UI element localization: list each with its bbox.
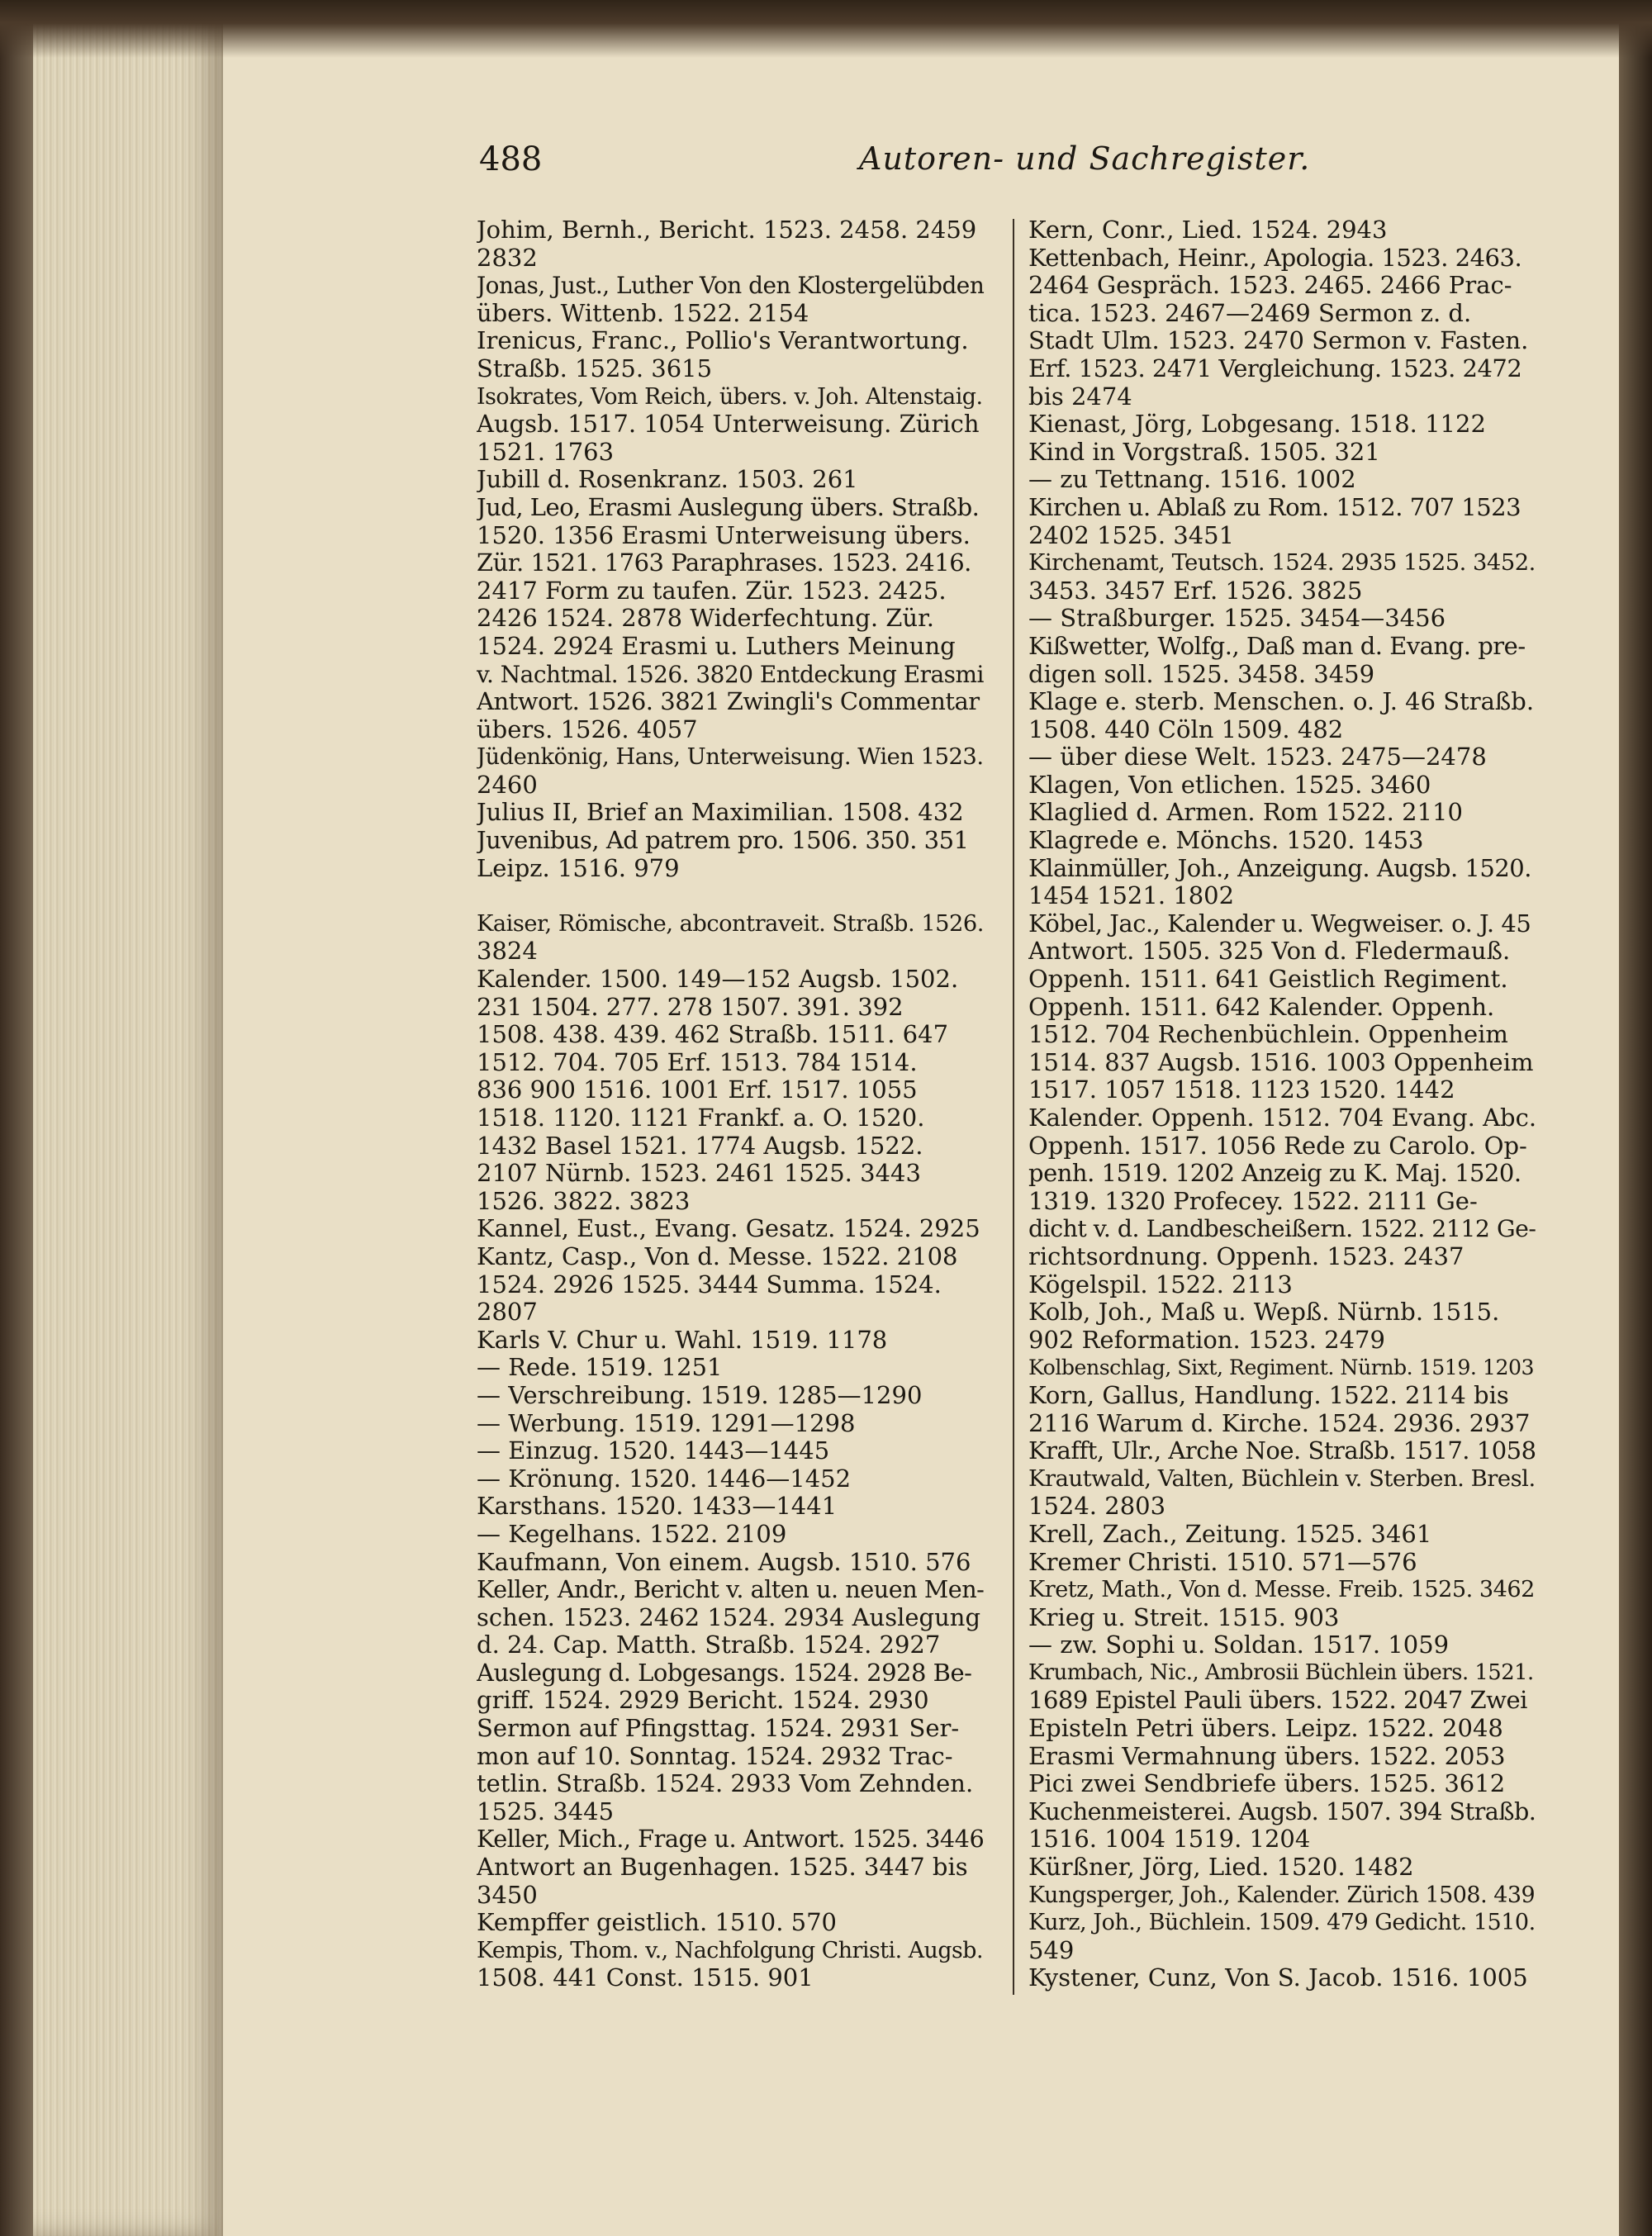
index-entry-line: Kretz, Math., Von d. Messe. Freib. 1525. 3462: [1028, 1577, 1535, 1603]
index-entry-line: Kißwetter, Wolfg., Daß man d. Evang. pre-: [1028, 632, 1526, 660]
index-entry-line: Pici zwei Sendbriefe übers. 1525. 3612: [1028, 1770, 1506, 1798]
index-entry-line: Karsthans. 1520. 1433—1441: [477, 1493, 838, 1521]
column-divider: [1013, 219, 1014, 1995]
index-entry-line: Krell, Zach., Zeitung. 1525. 3461: [1028, 1520, 1432, 1548]
index-entry-line: Kempis, Thom. v., Nachfolgung Christi. Augsb.: [477, 1937, 984, 1963]
index-entry-line: Kirchen u. Ablaß zu Rom. 1512. 707 1523: [1028, 493, 1521, 521]
index-entry-line: Kolbenschlag, Sixt, Regiment. Nürnb. 1519. 1203: [1028, 1355, 1535, 1380]
index-entry-line: 1521. 1763: [477, 438, 615, 466]
index-entry-line: Kind in Vorgstraß. 1505. 321: [1028, 438, 1380, 466]
index-entry-line: Irenicus, Franc., Pollio's Verantwortung.: [477, 327, 969, 355]
index-entry-line: 1454 1521. 1802: [1028, 882, 1235, 910]
index-entry-line: 2460: [477, 771, 538, 799]
index-entry-line: 1514. 837 Augsb. 1516. 1003 Oppenheim: [1028, 1048, 1534, 1076]
index-entry-line: Krumbach, Nic., Ambrosii Büchlein übers. 1521.: [1028, 1659, 1534, 1685]
index-entry-line: Kungsperger, Joh., Kalender. Zürich 1508. 439: [1028, 1882, 1536, 1908]
index-entry-line: 902 Reformation. 1523. 2479: [1028, 1326, 1385, 1354]
index-entry-line: — Rede. 1519. 1251: [477, 1354, 723, 1382]
index-entry-line: Straßb. 1525. 3615: [477, 354, 713, 382]
index-entry-line: 1319. 1320 Profecey. 1522. 2111 Ge-: [1028, 1187, 1478, 1215]
index-entry-line: schen. 1523. 2462 1524. 2934 Auslegung: [477, 1603, 981, 1631]
index-entry-line: Erf. 1523. 2471 Vergleichung. 1523. 2472: [1028, 354, 1522, 382]
index-entry-line: penh. 1519. 1202 Anzeig zu K. Maj. 1520.: [1028, 1160, 1521, 1188]
index-entry-line: 1432 Basel 1521. 1774 Augsb. 1522.: [477, 1132, 923, 1160]
index-entry-line: — Einzug. 1520. 1443—1445: [477, 1437, 830, 1465]
index-entry-line: d. 24. Cap. Matth. Straßb. 1524. 2927: [477, 1631, 941, 1659]
index-entry-line: 2832: [477, 244, 538, 272]
book-cover-edge: [0, 0, 33, 2236]
index-entry-line: 2426 1524. 2878 Widerfechtung. Zür.: [477, 605, 934, 633]
index-entry-line: Kempffer geistlich. 1510. 570: [477, 1909, 837, 1937]
index-entry-line: Klagen, Von etlichen. 1525. 3460: [1028, 771, 1431, 799]
index-entry-line: 3824: [477, 938, 538, 966]
index-entry-line: Episteln Petri übers. Leipz. 1522. 2048: [1028, 1715, 1503, 1743]
index-entry-line: Keller, Andr., Bericht v. alten u. neuen Men-: [477, 1576, 985, 1604]
index-entry-line: Auslegung d. Lobgesangs. 1524. 2928 Be-: [477, 1659, 972, 1687]
index-entry-line: Sermon auf Pfingsttag. 1524. 2931 Ser-: [477, 1715, 960, 1743]
index-entry-line: Kürßner, Jörg, Lied. 1520. 1482: [1028, 1854, 1414, 1882]
index-entry-line: 1689 Epistel Pauli übers. 1522. 2047 Zwei: [1028, 1687, 1527, 1715]
index-entry-line: Kalender. 1500. 149—152 Augsb. 1502.: [477, 966, 959, 994]
index-entry-line: übers. 1526. 4057: [477, 715, 698, 743]
index-entry-line: Krafft, Ulr., Arche Noe. Straßb. 1517. 1058: [1028, 1437, 1536, 1465]
index-entry-line: 3453. 3457 Erf. 1526. 3825: [1028, 577, 1363, 605]
index-entry-line: Krautwald, Valten, Büchlein v. Sterben. Bresl.: [1028, 1465, 1536, 1492]
index-entry-line: 1516. 1004 1519. 1204: [1028, 1825, 1311, 1854]
index-entry-line: Kögelspil. 1522. 2113: [1028, 1270, 1293, 1298]
index-entry-line: Oppenh. 1511. 641 Geistlich Regiment.: [1028, 966, 1508, 994]
index-entry-line: — Werbung. 1519. 1291—1298: [477, 1409, 856, 1437]
page-number: 488: [479, 140, 543, 178]
index-entry-line: 1508. 441 Const. 1515. 901: [477, 1964, 814, 1992]
index-entry-line: Korn, Gallus, Handlung. 1522. 2114 bis: [1028, 1381, 1509, 1409]
index-entry-line: Keller, Mich., Frage u. Antwort. 1525. 3446: [477, 1825, 985, 1854]
index-entry-line: tica. 1523. 2467—2469 Sermon z. d.: [1028, 299, 1472, 327]
index-entry-line: Köbel, Jac., Kalender u. Wegweiser. o. J. 45: [1028, 909, 1531, 938]
index-entry-line: 1524. 2926 1525. 3444 Summa. 1524.: [477, 1270, 942, 1298]
index-entry-line: Antwort. 1505. 325 Von d. Fledermauß.: [1028, 938, 1511, 966]
index-entry-line: Klaglied d. Armen. Rom 1522. 2110: [1028, 799, 1463, 827]
index-entry-line: Karls V. Chur u. Wahl. 1519. 1178: [477, 1326, 888, 1354]
index-entry-line: Zür. 1521. 1763 Paraphrases. 1523. 2416.: [477, 549, 971, 577]
index-entry-line: 1508. 440 Cöln 1509. 482: [1028, 715, 1344, 743]
index-entry-line: — Straßburger. 1525. 3454—3456: [1028, 605, 1446, 633]
index-entry-line: — Kegelhans. 1522. 2109: [477, 1520, 787, 1548]
index-entry-line: 1512. 704 Rechenbüchlein. Oppenheim: [1028, 1021, 1508, 1049]
index-entry-line: 2464 Gespräch. 1523. 2465. 2466 Prac-: [1028, 272, 1512, 300]
index-entry-line: 231 1504. 277. 278 1507. 391. 392: [477, 993, 904, 1021]
index-column-right: [1028, 216, 1536, 2149]
index-entry-line: [477, 882, 985, 910]
index-entry-line: — Krönung. 1520. 1446—1452: [477, 1465, 852, 1493]
index-entry-line: Klagrede e. Mönchs. 1520. 1453: [1028, 827, 1424, 855]
index-entry-line: Isokrates, Vom Reich, übers. v. Joh. Altenstaig.: [477, 383, 983, 410]
book-gutter: [1619, 0, 1652, 2236]
index-entry-line: Kolb, Joh., Maß u. Wepß. Nürnb. 1515.: [1028, 1298, 1500, 1327]
index-entry-line: — über diese Welt. 1523. 2475—2478: [1028, 743, 1487, 771]
index-entry-line: — zw. Sophi u. Soldan. 1517. 1059: [1028, 1631, 1450, 1659]
running-head: Autoren- und Sachregister.: [859, 140, 1311, 177]
index-entry-line: 1517. 1057 1518. 1123 1520. 1442: [1028, 1076, 1455, 1104]
index-column-left: [477, 216, 985, 2149]
index-entry-line: Kurz, Joh., Büchlein. 1509. 479 Gedicht. 1510.: [1028, 1910, 1536, 1936]
index-entry-line: Leipz. 1516. 979: [477, 854, 680, 882]
index-entry-line: Antwort an Bugenhagen. 1525. 3447 bis: [477, 1854, 968, 1882]
index-entry-line: Kalender. Oppenh. 1512. 704 Evang. Abc.: [1028, 1104, 1536, 1132]
index-entry-line: 2107 Nürnb. 1523. 2461 1525. 3443: [477, 1160, 921, 1188]
index-entry-line: 2116 Warum d. Kirche. 1524. 2936. 2937: [1028, 1409, 1531, 1437]
index-entry-line: Jüdenkönig, Hans, Unterweisung. Wien 1523.: [477, 744, 984, 771]
index-entry-line: 1508. 438. 439. 462 Straßb. 1511. 647: [477, 1021, 949, 1049]
index-entry-line: Klainmüller, Joh., Anzeigung. Augsb. 1520.: [1028, 854, 1531, 882]
index-entry-line: 1512. 704. 705 Erf. 1513. 784 1514.: [477, 1048, 918, 1076]
index-entry-line: 549: [1028, 1936, 1075, 1964]
index-entry-line: digen soll. 1525. 3458. 3459: [1028, 660, 1375, 688]
index-entry-line: 1525. 3445: [477, 1797, 615, 1825]
index-entry-line: Jud, Leo, Erasmi Auslegung übers. Straßb.: [477, 493, 980, 521]
index-entry-line: bis 2474: [1028, 382, 1132, 411]
index-entry-line: Augsb. 1517. 1054 Unterweisung. Zürich: [477, 411, 980, 439]
index-entry-line: Jubill d. Rosenkranz. 1503. 261: [477, 466, 858, 494]
index-entry-line: Kienast, Jörg, Lobgesang. 1518. 1122: [1028, 411, 1486, 439]
index-entry-line: Kern, Conr., Lied. 1524. 2943: [1028, 216, 1388, 244]
index-entry-line: Kettenbach, Heinr., Apologia. 1523. 2463.: [1028, 244, 1522, 272]
index-entry-line: Jonas, Just., Luther Von den Klostergelübden: [477, 272, 985, 300]
index-entry-line: 1524. 2803: [1028, 1493, 1166, 1521]
index-entry-line: Oppenh. 1517. 1056 Rede zu Carolo. Op-: [1028, 1132, 1527, 1160]
index-entry-line: Kantz, Casp., Von d. Messe. 1522. 2108: [477, 1242, 958, 1270]
index-entry-line: richtsordnung. Oppenh. 1523. 2437: [1028, 1242, 1464, 1270]
index-entry-line: Johim, Bernh., Bericht. 1523. 2458. 2459: [477, 216, 977, 244]
page-header: [479, 132, 1561, 190]
index-entry-line: Kirchenamt, Teutsch. 1524. 2935 1525. 3452.: [1028, 550, 1536, 577]
index-entry-line: Stadt Ulm. 1523. 2470 Sermon v. Fasten.: [1028, 327, 1529, 355]
index-entry-line: Kaufmann, Von einem. Augsb. 1510. 576: [477, 1548, 971, 1576]
index-entry-line: 836 900 1516. 1001 Erf. 1517. 1055: [477, 1076, 918, 1104]
index-entry-line: 2807: [477, 1298, 538, 1327]
index-entry-line: 1520. 1356 Erasmi Unterweisung übers.: [477, 521, 971, 549]
index-entry-line: 1518. 1120. 1121 Frankf. a. O. 1520.: [477, 1104, 925, 1132]
index-entry-line: 1526. 3822. 3823: [477, 1187, 691, 1215]
index-entry-line: v. Nachtmal. 1526. 3820 Entdeckung Erasmi: [477, 660, 984, 688]
index-entry-line: Krieg u. Streit. 1515. 903: [1028, 1603, 1340, 1631]
index-entry-line: Erasmi Vermahnung übers. 1522. 2053: [1028, 1742, 1506, 1770]
index-entry-line: — zu Tettnang. 1516. 1002: [1028, 466, 1356, 494]
book-cover-top: [0, 0, 1652, 58]
index-entry-line: Julius II, Brief an Maximilian. 1508. 432: [477, 799, 964, 827]
index-entry-line: übers. Wittenb. 1522. 2154: [477, 299, 809, 327]
index-entry-line: Juvenibus, Ad patrem pro. 1506. 350. 351: [477, 827, 969, 855]
index-entry-line: 2417 Form zu taufen. Zür. 1523. 2425.: [477, 577, 947, 605]
index-entry-line: Kannel, Eust., Evang. Gesatz. 1524. 2925: [477, 1215, 980, 1243]
index-entry-line: Klage e. sterb. Menschen. o. J. 46 Straßb.: [1028, 688, 1535, 716]
index-entry-line: 3450: [477, 1881, 538, 1909]
index-entry-line: Kaiser, Römische, abcontraveit. Straßb. 1526.: [477, 910, 984, 937]
index-entry-line: 1524. 2924 Erasmi u. Luthers Meinung: [477, 632, 956, 660]
index-entry-line: Kremer Christi. 1510. 571—576: [1028, 1548, 1417, 1576]
index-entry-line: 2402 1525. 3451: [1028, 521, 1235, 549]
index-entry-line: Kuchenmeisterei. Augsb. 1507. 394 Straßb.: [1028, 1797, 1536, 1825]
page-edges: [0, 0, 223, 2236]
index-entry-line: tetlin. Straßb. 1524. 2933 Vom Zehnden.: [477, 1770, 974, 1798]
index-entry-line: dicht v. d. Landbescheißern. 1522. 2112 Ge-: [1028, 1215, 1536, 1243]
index-entry-line: griff. 1524. 2929 Bericht. 1524. 2930: [477, 1687, 929, 1715]
index-entry-line: mon auf 10. Sonntag. 1524. 2932 Trac-: [477, 1742, 953, 1770]
index-entry-line: Kystener, Cunz, Von S. Jacob. 1516. 1005: [1028, 1964, 1528, 1992]
index-entry-line: — Verschreibung. 1519. 1285—1290: [477, 1381, 923, 1409]
index-entry-line: Antwort. 1526. 3821 Zwingli's Commentar: [477, 688, 980, 716]
index-entry-line: Oppenh. 1511. 642 Kalender. Oppenh.: [1028, 993, 1495, 1021]
